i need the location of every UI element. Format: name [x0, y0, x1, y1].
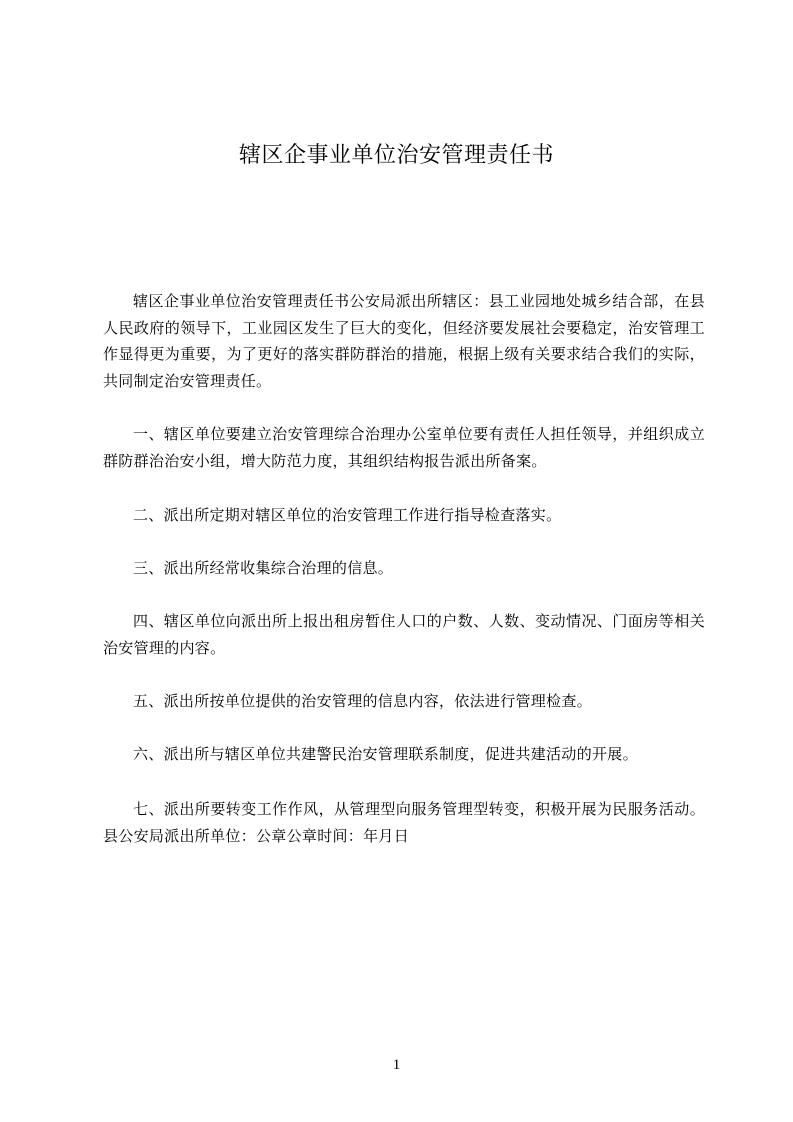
clause-6-paragraph: 六、派出所与辖区单位共建警民治安管理联系制度，促进共建活动的开展。 — [133, 745, 638, 763]
clause-3-paragraph: 三、派出所经常收集综合治理的信息。 — [133, 559, 394, 577]
intro-paragraph: 辖区企事业单位治安管理责任书公安局派出所辖区：县工业园地处城乡结合部，在县人民政府的领导下，工业园区发生了巨大的变化，但经济要发展社会要稳定，治安管理工作显得更为重要，为了更好的落实群防群治的措施，根据上级有关要求结合我们的实际，共同制定治安管理责任。 — [103, 292, 705, 390]
document-title: 辖区企事业单位治安管理责任书 — [238, 143, 554, 168]
clause-2-paragraph: 二、派出所定期对辖区单位的治安管理工作进行指导检查落实。 — [133, 506, 562, 524]
page-number: 1 — [392, 1057, 401, 1073]
clause-4-paragraph: 四、辖区单位向派出所上报出租房暂住人口的户数、人数、变动情况、门面房等相关治安管理的内容。 — [103, 612, 705, 657]
clause-1-paragraph: 一、辖区单位要建立治安管理综合治理办公室单位要有责任人担任领导，并组织成立群防群治治安小组，增大防范力度，其组织结构报告派出所备案。 — [103, 425, 705, 470]
clause-7-paragraph: 七、派出所要转变工作作风，从管理型向服务管理型转变，积极开展为民服务活动。县公安局派出所单位：公章公章时间：年月日 — [103, 800, 705, 845]
clause-5-paragraph: 五、派出所按单位提供的治安管理的信息内容，依法进行管理检查。 — [133, 692, 593, 710]
